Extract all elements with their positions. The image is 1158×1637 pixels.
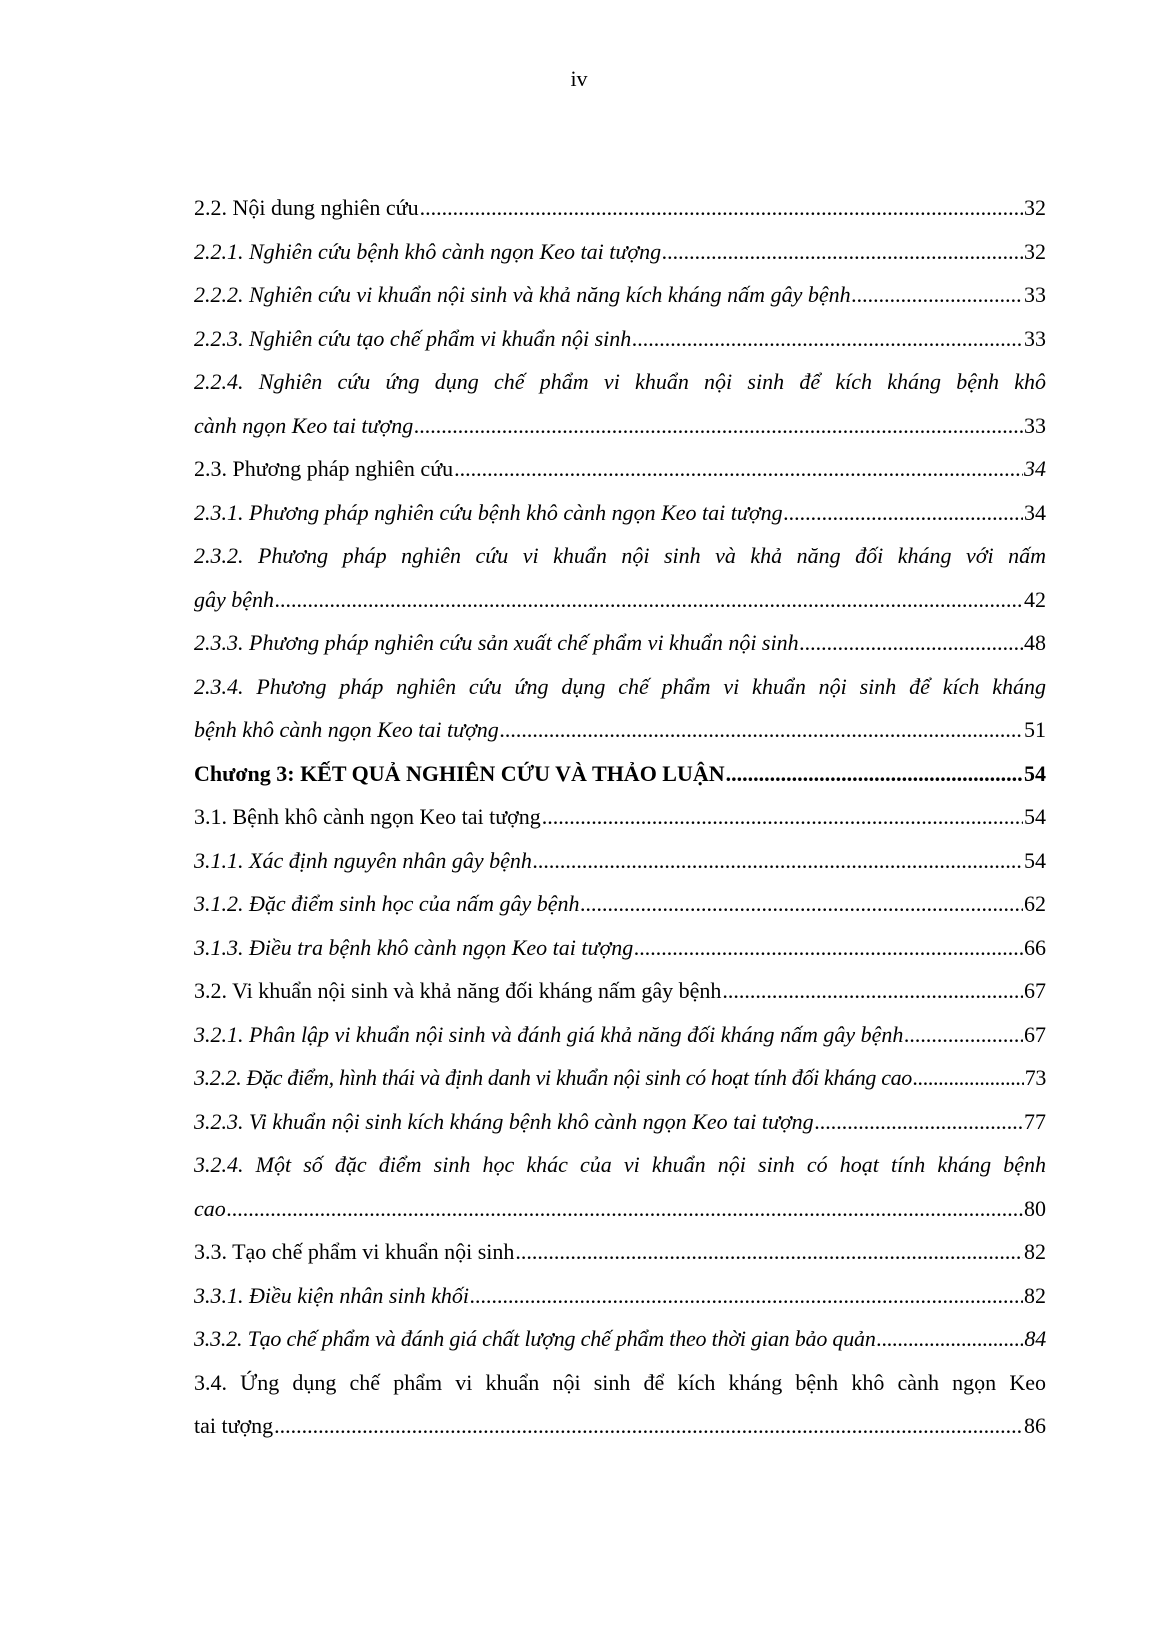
toc-entry-page: 33 — [1024, 412, 1046, 438]
toc-entry-title: cao — [194, 1195, 226, 1221]
toc-entry-title: bệnh khô cành ngọn Keo tai tượng — [194, 717, 499, 742]
toc-entry-page: 67 — [1024, 978, 1046, 1003]
dot-leader — [722, 969, 1023, 1013]
dot-leader — [784, 491, 1023, 535]
page-number: iv — [570, 66, 588, 91]
toc-entry-page: 33 — [1024, 325, 1046, 351]
toc-entry-3-2[interactable] — [194, 969, 1046, 1013]
dot-leader — [470, 1274, 1023, 1318]
toc-entry-title: 2.3.1. Phương pháp nghiên cứu bệnh khô cành ngọn Keo tai tượng — [194, 499, 783, 525]
table-of-contents — [194, 186, 1046, 1448]
toc-entry-title: 3.3.2. Tạo chế phẩm và đánh giá chất lượng chế phẩm theo thời gian bảo quản — [194, 1326, 876, 1351]
toc-entry-3-1[interactable] — [194, 795, 1046, 839]
toc-entry-title: 2.2. Nội dung nghiên cứu — [194, 195, 419, 220]
toc-entry-page: 62 — [1024, 891, 1046, 916]
toc-entry-title: 3.1. Bệnh khô cành ngọn Keo tai tượng — [194, 804, 541, 829]
toc-entry-2-3-4[interactable] — [194, 665, 1046, 752]
toc-entry-2-2-4[interactable] — [194, 360, 1046, 447]
dot-leader — [533, 839, 1023, 883]
dot-leader — [726, 752, 1023, 796]
dot-leader — [581, 882, 1023, 926]
toc-entry-title-line1: 2.3.4. Phương pháp nghiên cứu ứng dụng chế phẩm vi khuẩn nội sinh để kích kháng — [194, 673, 1046, 699]
dot-leader — [904, 1013, 1023, 1057]
toc-entry-page: 73 — [1024, 1065, 1046, 1090]
dot-leader — [913, 1056, 1024, 1100]
toc-entry-title: gây bệnh — [194, 586, 275, 612]
toc-entry-page: 82 — [1024, 1239, 1046, 1264]
toc-entry-3-3-1[interactable] — [194, 1274, 1046, 1318]
toc-entry-3-4[interactable] — [194, 1361, 1046, 1448]
toc-entry-page: 54 — [1024, 847, 1046, 873]
toc-entry-page: 54 — [1024, 804, 1046, 829]
toc-entry-title-line1: 3.2.4. Một số đặc điểm sinh học khác của vi khuẩn nội sinh có hoạt tính kháng bệnh — [194, 1152, 1046, 1177]
dot-leader — [542, 795, 1023, 839]
toc-entry-page: 48 — [1024, 630, 1046, 655]
toc-entry-page: 67 — [1024, 1021, 1046, 1047]
toc-entry-title: 3.2.3. Vi khuẩn nội sinh kích kháng bệnh khô cành ngọn Keo tai tượng — [194, 1108, 814, 1134]
dot-leader — [632, 317, 1023, 361]
dot-leader — [515, 1230, 1023, 1274]
toc-entry-3-3-2[interactable] — [194, 1317, 1046, 1361]
dot-leader — [852, 273, 1023, 317]
toc-entry-page: 66 — [1024, 934, 1046, 960]
toc-entry-title: 2.2.1. Nghiên cứu bệnh khô cành ngọn Keo tai tượng — [194, 238, 662, 264]
toc-entry-3-2-1[interactable] — [194, 1013, 1046, 1057]
dot-leader — [877, 1317, 1024, 1361]
toc-entry-3-2-4[interactable] — [194, 1143, 1046, 1230]
toc-entry-title: 2.2.2. Nghiên cứu vi khuẩn nội sinh và khả năng kích kháng nấm gây bệnh — [194, 282, 851, 307]
dot-leader — [815, 1100, 1023, 1144]
toc-entry-2-3-2[interactable] — [194, 534, 1046, 621]
toc-entry-2-2-2[interactable] — [194, 273, 1046, 317]
dot-leader — [275, 578, 1023, 622]
toc-entry-title: 3.3.1. Điều kiện nhân sinh khối — [194, 1282, 469, 1308]
toc-entry-3-1-1[interactable] — [194, 839, 1046, 883]
toc-entry-title-line1: 2.2.4. Nghiên cứu ứng dụng chế phẩm vi khuẩn nội sinh để kích kháng bệnh khô — [194, 369, 1046, 394]
toc-entry-title: 2.3. Phương pháp nghiên cứu — [194, 456, 454, 481]
toc-entry-2-2-3[interactable] — [194, 317, 1046, 361]
toc-entry-page: 51 — [1024, 717, 1046, 742]
toc-entry-page: 77 — [1024, 1108, 1046, 1134]
dot-leader — [500, 708, 1023, 752]
toc-entry-title: 3.1.2. Đặc điểm sinh học của nấm gây bệnh — [194, 891, 580, 916]
toc-entry-title: 3.1.3. Điều tra bệnh khô cành ngọn Keo tai tượng — [194, 934, 634, 960]
toc-entry-page: 34 — [1024, 456, 1046, 481]
toc-entry-title: 3.2.2. Đặc điểm, hình thái và định danh vi khuẩn nội sinh có hoạt tính đối kháng cao — [194, 1065, 912, 1090]
toc-entry-title: 3.2.1. Phân lập vi khuẩn nội sinh và đánh giá khả năng đối kháng nấm gây bệnh — [194, 1021, 904, 1047]
toc-entry-title: 3.1.1. Xác định nguyên nhân gây bệnh — [194, 847, 532, 873]
dot-leader — [420, 186, 1023, 230]
toc-entry-page: 32 — [1024, 195, 1046, 220]
dot-leader — [800, 621, 1023, 665]
toc-entry-3-2-3[interactable] — [194, 1100, 1046, 1144]
toc-entry-page: 82 — [1024, 1282, 1046, 1308]
toc-entry-title: tai tượng — [194, 1413, 274, 1438]
toc-entry-title: cành ngọn Keo tai tượng — [194, 412, 414, 438]
toc-entry-2-2[interactable] — [194, 186, 1046, 230]
toc-entry-chapter-3[interactable] — [194, 752, 1046, 796]
toc-entry-title-line1: 2.3.2. Phương pháp nghiên cứu vi khuẩn nội sinh và khả năng đối kháng với nấm — [194, 543, 1046, 568]
toc-entry-2-3-1[interactable] — [194, 491, 1046, 535]
toc-entry-title: 2.3.3. Phương pháp nghiên cứu sản xuất chế phẩm vi khuẩn nội sinh — [194, 630, 799, 655]
toc-entry-title: 2.2.3. Nghiên cứu tạo chế phẩm vi khuẩn nội sinh — [194, 325, 632, 351]
toc-entry-title: 3.3. Tạo chế phẩm vi khuẩn nội sinh — [194, 1239, 515, 1264]
toc-entry-title-line1: 3.4. Ứng dụng chế phẩm vi khuẩn nội sinh để kích kháng bệnh khô cành ngọn Keo — [194, 1369, 1046, 1395]
toc-entry-3-1-3[interactable] — [194, 926, 1046, 970]
toc-entry-title: 3.2. Vi khuẩn nội sinh và khả năng đối kháng nấm gây bệnh — [194, 978, 722, 1003]
toc-entry-page: 80 — [1024, 1195, 1046, 1221]
toc-entry-page: 54 — [1024, 760, 1046, 786]
dot-leader — [227, 1187, 1023, 1231]
dot-leader — [414, 404, 1023, 448]
toc-entry-page: 32 — [1024, 238, 1046, 264]
toc-entry-page: 86 — [1024, 1413, 1046, 1438]
toc-entry-title: Chương 3: KẾT QUẢ NGHIÊN CỨU VÀ THẢO LUẬN — [194, 760, 725, 786]
dot-leader — [274, 1404, 1023, 1448]
toc-entry-3-2-2[interactable] — [194, 1056, 1046, 1100]
toc-entry-page: 42 — [1024, 586, 1046, 612]
dot-leader — [634, 926, 1023, 970]
toc-entry-2-3-3[interactable] — [194, 621, 1046, 665]
dot-leader — [454, 447, 1023, 491]
toc-entry-page: 34 — [1024, 499, 1046, 525]
toc-entry-page: 84 — [1024, 1326, 1046, 1351]
toc-entry-page: 33 — [1024, 282, 1046, 307]
toc-entry-2-2-1[interactable] — [194, 230, 1046, 274]
toc-entry-2-3[interactable] — [194, 447, 1046, 491]
toc-entry-3-1-2[interactable] — [194, 882, 1046, 926]
toc-entry-3-3[interactable] — [194, 1230, 1046, 1274]
dot-leader — [662, 230, 1023, 274]
